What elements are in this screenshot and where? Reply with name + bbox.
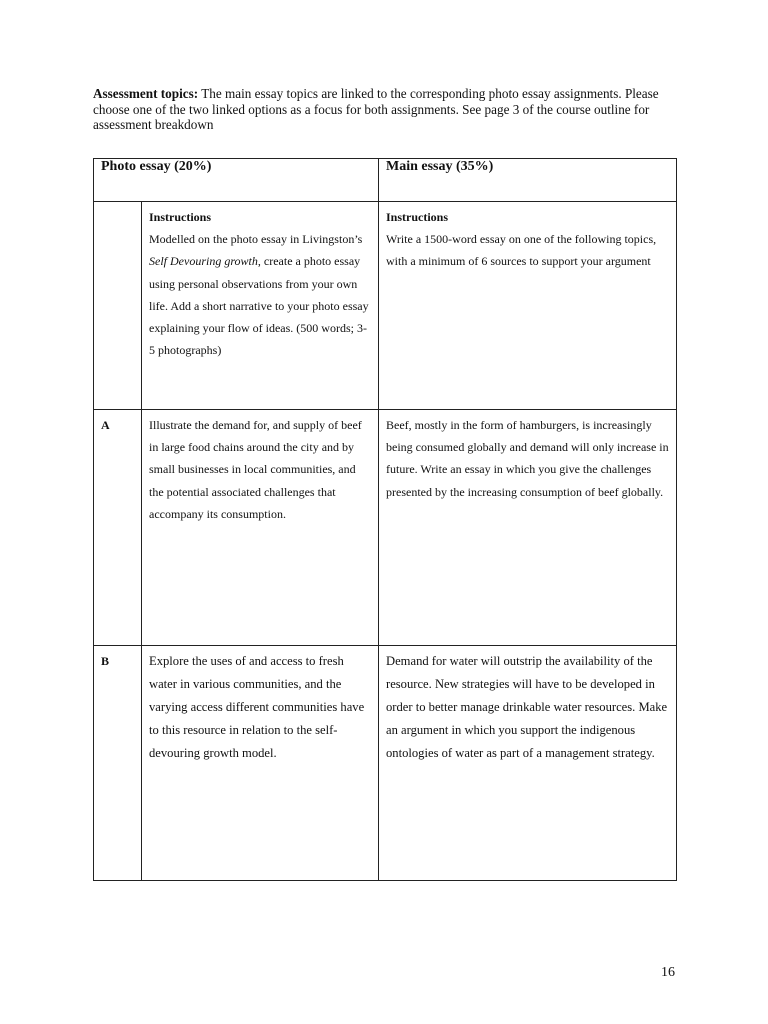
table-row [94, 646, 677, 881]
main-instructions-text: Write a 1500-word essay on one of the following topics, with a minimum of 6 sources to support your argument [386, 232, 657, 269]
photo-instructions-pre: Modelled on the photo essay in Livingston’s [149, 232, 363, 247]
assessment-intro [93, 86, 683, 133]
table-row [94, 410, 677, 646]
page-number: 16 [661, 965, 675, 980]
row-label-a: A [94, 410, 142, 646]
main-instructions-cell [379, 202, 677, 410]
photo-instructions-title: Instructions [149, 210, 212, 224]
photo-topic-a: Illustrate the demand for, and supply of beef in large food chains around the city and by small businesses in local communities, and the potential associated challenges that accompany its consumption. [142, 410, 379, 646]
row-label-empty [94, 202, 142, 410]
photo-topic-b: Explore the uses of and access to fresh water in various communities, and the varying access different communities have to this resource in relation to the self-devouring growth model. [142, 646, 379, 881]
photo-instructions-cell [142, 202, 379, 410]
main-instructions-title: Instructions [386, 210, 449, 224]
intro-label: Assessment topics: [93, 86, 199, 101]
main-essay-header: Main essay (35%) [379, 159, 677, 202]
photo-instructions-post: , create a photo essay using personal observations from your own life. Add a short narrative to your photo essay explaining your flow of ideas. (500 words; 3-5 photographs) [149, 254, 369, 358]
assessment-table [93, 158, 677, 881]
intro-text: The main essay topics are linked to the corresponding photo essay assignments. Please choose one of the two linked options as a focus for both assignments. See page 3 of the course outline for assessment breakdown [93, 86, 659, 132]
main-topic-a: Beef, mostly in the form of hamburgers, is increasingly being consumed globally and demand will only increase in future. Write an essay in which you give the challenges presented by the increasing consumption of beef globally. [379, 410, 677, 646]
instructions-row [94, 202, 677, 410]
book-title: Self Devouring growth [149, 254, 258, 269]
photo-instructions-text [149, 228, 372, 361]
main-topic-b: Demand for water will outstrip the availability of the resource. New strategies will have to be developed in order to better manage drinkable water resources. Make an argument in which you support the indigenous ontologies of water as part of a management strategy. [379, 646, 677, 881]
table-header-row [94, 159, 677, 202]
row-label-b: B [94, 646, 142, 881]
photo-essay-header: Photo essay (20%) [94, 159, 379, 202]
